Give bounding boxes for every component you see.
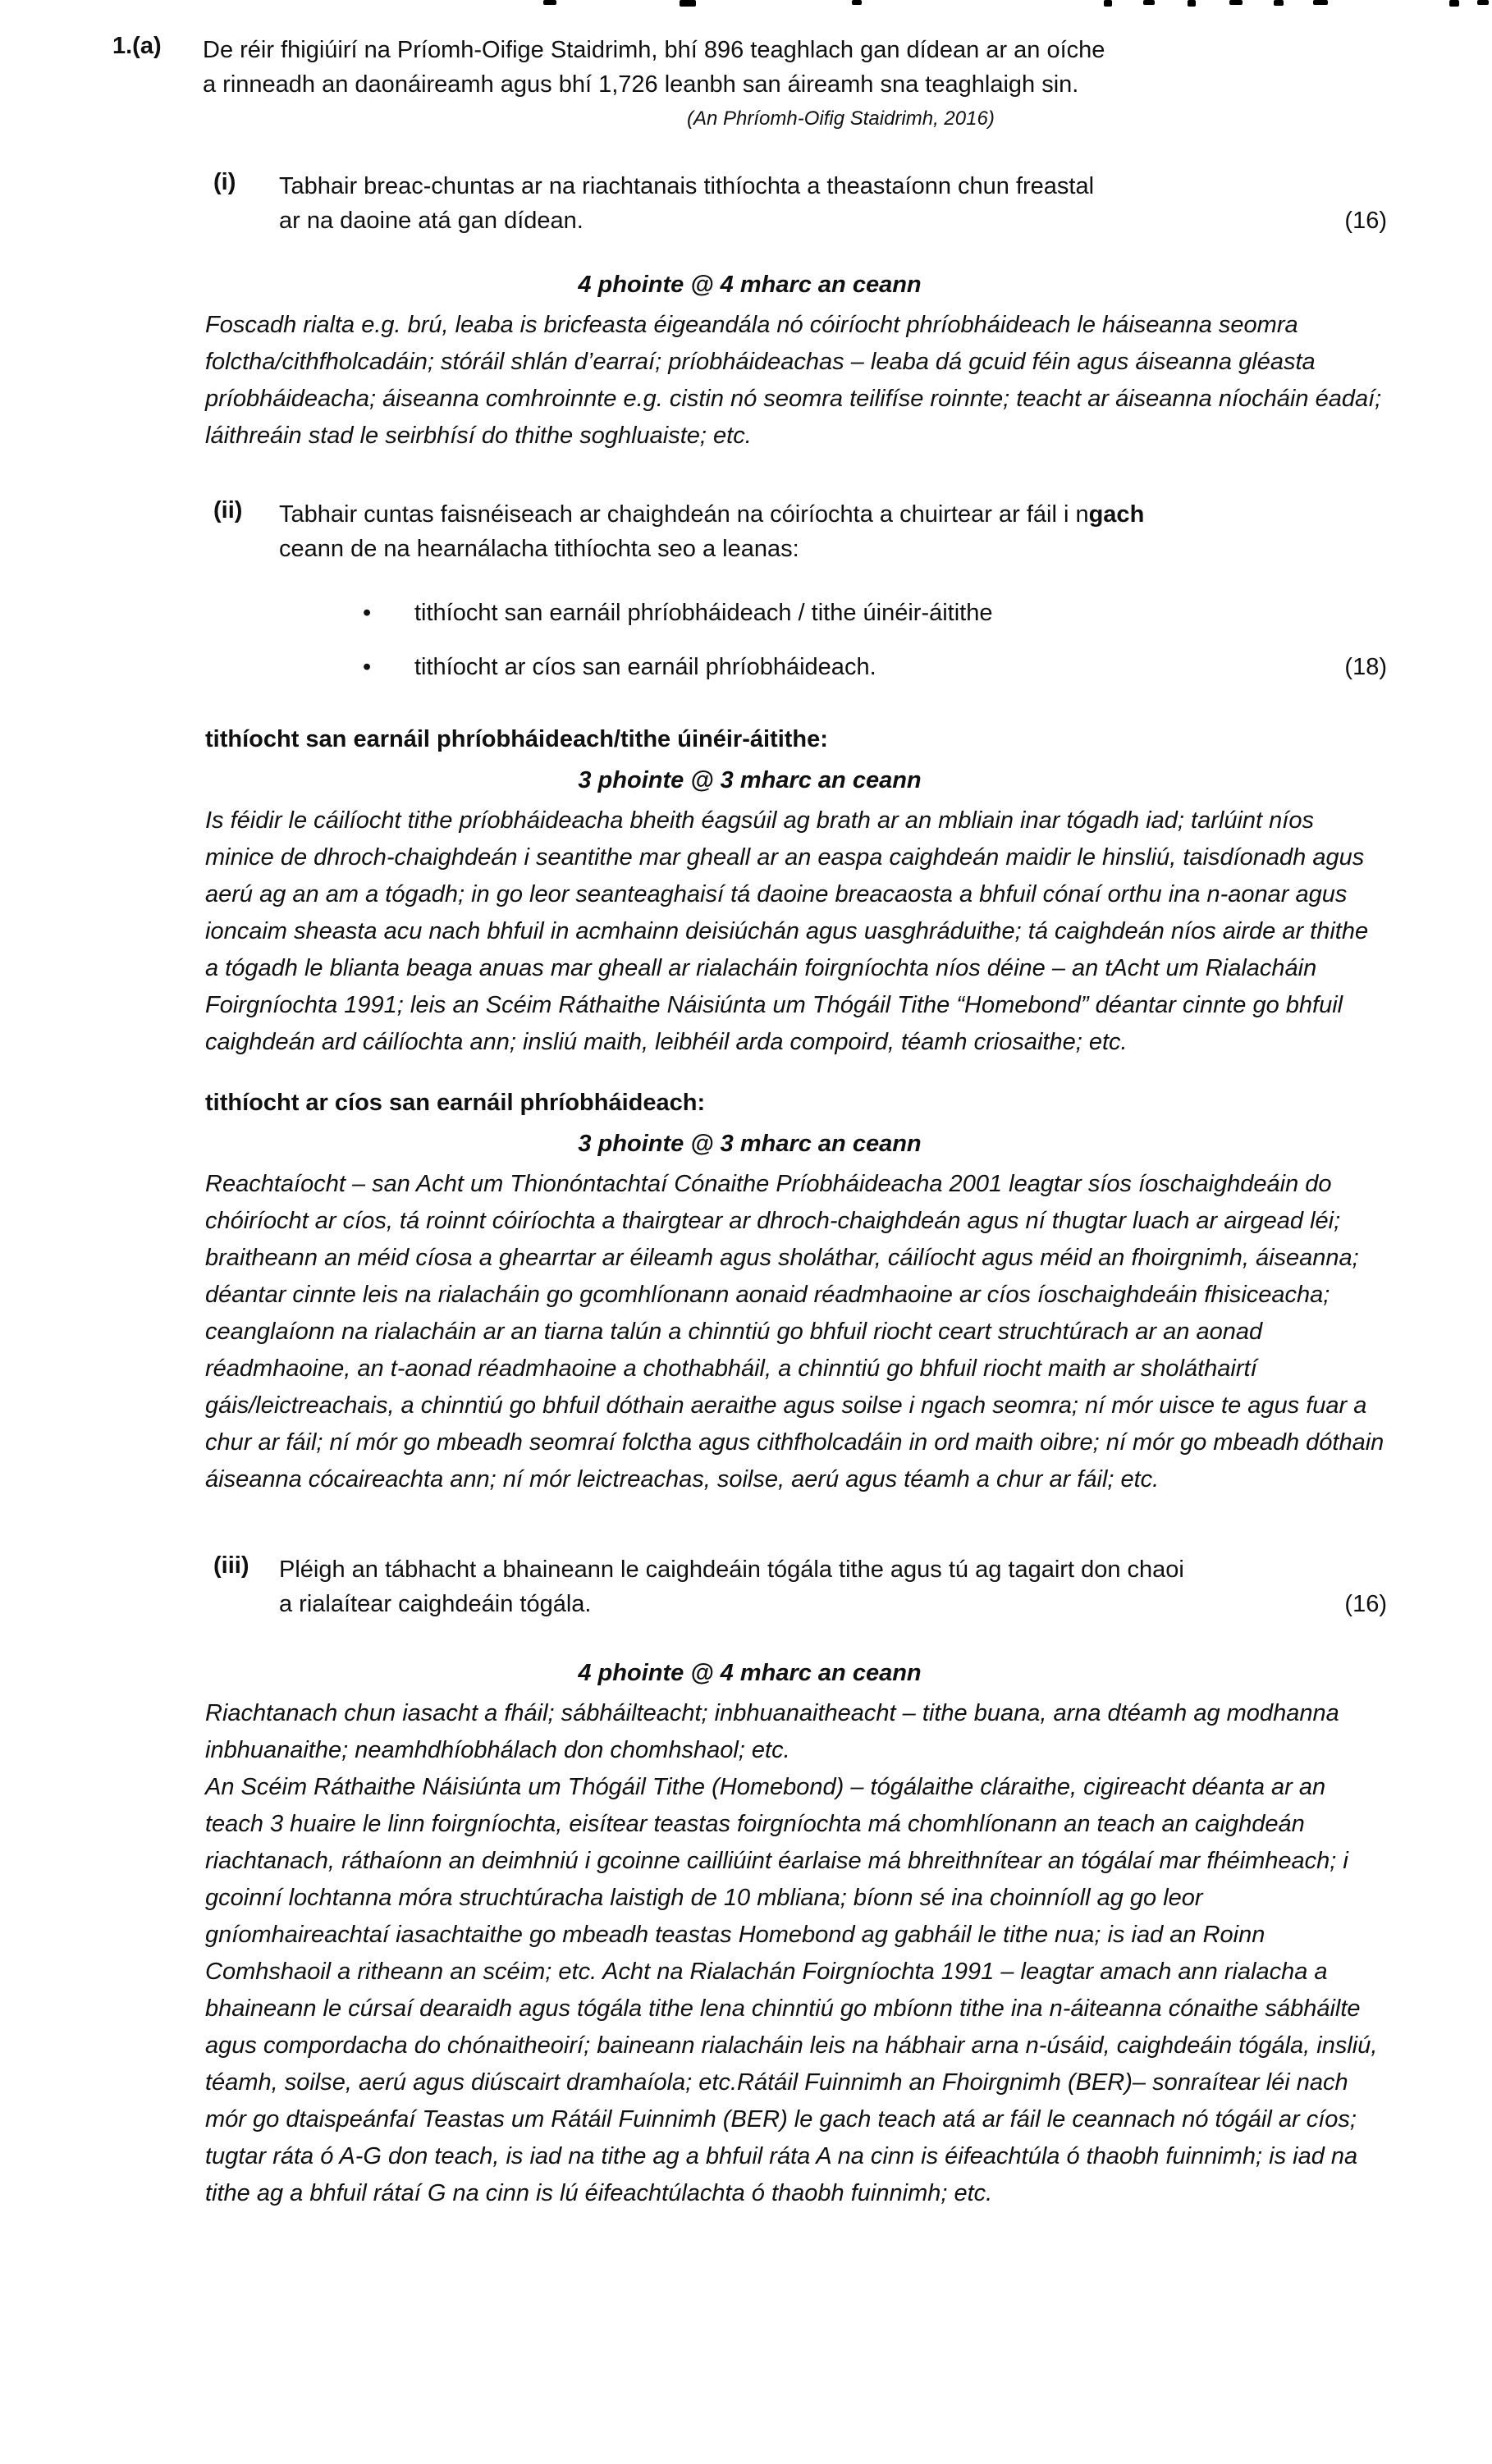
question-1a-stem — [112, 33, 1387, 102]
section-heading-private-rented: tithíocht ar cíos san earnáil phríobháideach: — [205, 1090, 706, 1116]
section-heading-private-owner: tithíocht san earnáil phríobháideach/tithe úinéir-áitithe: — [205, 726, 828, 752]
part-iii-answer-paragraph-2: An Scéim Ráthaithe Náisiúnta um Thógáil Tithe (Homebond) – tógálaithe cláraithe, cigireacht déanta ar an teach 3 huaire le linn foirgníochta, eisítear teastas foirgníochta má chomhlíonann an teach an caighdeán riachtanach, ráthaíonn an deimhniú i gcoinne cailliúint éarlaise má bhreithnítear an tógálaí mar fhéimheach; i gcoinní lochtanna móra struchtúracha laistigh de 10 mbliana; bíonn sé ina choinníoll ag go leor gníomhaireachtaí iasachtaithe go mbeadh teastas Homebond ag gabháil le tithe nua; is iad an Roinn Comhshaoil a ritheann an scéim; etc. Acht na Rialachán Foirgníochta 1991 – leagtar amach ann rialacha a bhaineann le cúrsaí dearaidh agus tógála tithe lena chinntiú go mbíonn tithe ina n-áiteanna cónaithe sábháilte agus compordacha do chónaitheoirí; baineann rialacháin leis na hábhair arna n-úsáid, caighdeáin tógála, insliú, téamh, soilse, aerú agus diúscairt dramhaíola; etc.Rátáil Fuinnimh an Fhoirgnimh (BER)– sonraítear léi nach mór go dtaispeánfaí Teastas um Rátáil Fuinnimh (BER) le gach teach atá ar fáil le ceannach nó tógáil ar cíos; tugtar ráta ó A-G don teach, is iad na tithe ag a bhfuil ráta A na cinn is éifeachtúla ó thaobh fuinnimh; is iad na tithe ag a bhfuil rátaí G na cinn is lú éifeachtúlachta ó thaobh fuinnimh; etc. — [205, 1774, 1378, 2206]
part-i-text — [279, 169, 1387, 238]
private-owner-scheme-heading: 3 phointe @ 3 mharc an ceann — [578, 767, 922, 793]
part-ii-text — [279, 497, 1387, 566]
part-ii-line-2: ceann de na hearnálacha tithíochta seo a leanas: — [279, 536, 799, 562]
part-iii-answer-paragraph-1: Riachtanach chun iasacht a fháil; sábháilteacht; inbhuanaitheacht – tithe buana, arna dtéamh ag modhanna inbhuanaithe; neamhdhíobhálach don chomhshaol; etc. — [205, 1700, 1339, 1763]
list-item — [363, 650, 1387, 684]
part-iii-line-2: a rialaítear caighdeáin tógála. — [279, 1591, 592, 1617]
private-owner-answer — [205, 802, 1387, 1061]
bullet-icon: • — [363, 600, 372, 626]
question-number-label: 1.(a) — [112, 33, 162, 59]
part-i-answer — [205, 307, 1387, 455]
part-i-line-2: ar na daoine atá gan dídean. — [279, 208, 584, 234]
part-i-scheme-heading: 4 phointe @ 4 mharc an ceann — [578, 272, 922, 298]
part-ii-question — [112, 497, 1387, 684]
bullet-text-private-rented: tithíocht ar cíos san earnáil phríobháideach. — [414, 654, 876, 680]
part-iii-question — [112, 1552, 1387, 1621]
private-rented-answer — [205, 1166, 1387, 1498]
bullet-text-private-owner: tithíocht san earnáil phríobháideach / tithe úinéir-áitithe — [414, 600, 993, 626]
part-ii-bold-word: gach — [1088, 501, 1145, 528]
part-iii-line-1: Pléigh an tábhacht a bhaineann le caighdeáin tógála tithe agus tú ag tagairt don chaoi — [279, 1557, 1184, 1583]
part-i-line-1: Tabhair breac-chuntas ar na riachtanais tithíochta a theastaíonn chun freastal — [279, 173, 1095, 199]
part-iii-label: (iii) — [213, 1552, 249, 1579]
part-ii-label: (ii) — [213, 497, 243, 523]
private-owner-answer-paragraph: Is féidir le cáilíocht tithe príobháideacha bheith éagsúil ag brath ar an mbliain inar tógadh iad; tarlúint níos minice de dhroch-chaighdeán i seantithe mar gheall ar an easpa caighdeán maidir le hinsliú, taisdíonadh agus aerú ag an am a tógadh; in go leor seanteaghaisí tá daoine breacaosta a bhfuil cónaí orthu ina n-aonar agus ioncaim sheasta acu nach bhfuil in acmhainn deisiúchán agus uasghráduithe; tá caighdeán níos airde ar thithe a tógadh le blianta beaga anuas mar gheall ar rialacháin foirgníochta níos déine – an tAcht um Rialacháin Foirgníochta 1991; leis an Scéim Ráthaithe Náisiúnta um Thógáil Tithe “Homebond” déantar cinnte go bhfuil caighdeán ard cáilíochta ann; insliú maith, leibhéil arda compoird, téamh criosaithe; etc. — [205, 807, 1369, 1055]
part-i-question — [112, 169, 1387, 238]
part-iii-scheme-heading: 4 phointe @ 4 mharc an ceann — [578, 1660, 922, 1686]
stem-line-1: De réir fhigiúirí na Príomh-Oifige Staidrimh, bhí 896 teaghlach gan dídean ar an oíche — [203, 37, 1105, 63]
part-i-answer-paragraph: Foscadh rialta e.g. brú, leaba is bricfeasta éigeandála nó cóiríocht phríobháideach le háiseanna seomra folctha/cithfholcadáin; stóráil shlán d’earraí; príobháideachas – leaba dá gcuid féin agus áiseanna gléasta príobháideacha; áiseanna comhroinnte e.g. cistin nó seomra teilifíse roinnte; teacht ar áiseanna níocháin éadaí; láithreáin stad le seirbhísí do thithe soghluaiste; etc. — [205, 312, 1382, 449]
bullet-icon: • — [363, 654, 372, 680]
private-rented-scheme-heading: 3 phointe @ 3 mharc an ceann — [578, 1131, 922, 1157]
stem-line-2: a rinneadh an daonáireamh agus bhí 1,726 leanbh san áireamh sna teaghlaigh sin. — [203, 71, 1079, 98]
part-iii-marks: (16) — [1344, 1591, 1387, 1617]
part-ii-bullet-list — [363, 596, 1387, 684]
private-rented-answer-paragraph: Reachtaíocht – san Acht um Thionóntachtaí Cónaithe Príobháideacha 2001 leagtar síos íoschaighdeáin do chóiríocht ar cíos, tá roinnt cóiríochta a thairgtear ar dhroch-chaighdeán agus ní thugtar luach ar airgead léi; braitheann an méid cíosa a ghearrtar ar éileamh agus sholáthar, cáilíocht agus méid an fhoirgnimh, áiseanna; déantar cinnte leis na rialacháin go gcomhlíonann aonaid réadmhaoine ar cíos íoschaighdeáin fhisiceacha; ceanglaíonn na rialacháin ar an tiarna talún a chinntiú go bhfuil riocht ceart struchtúrach ar an aonad réadmhaoine, an t-aonad réadmhaoine a chothabháil, a chinntiú go bhfuil riocht maith ar sholáthairtí gáis/leictreachais, a chinntiú go bhfuil dóthain aeraithe agus soilse i ngach seomra; ní mór uisce te agus fuar a chur ar fáil; ní mór go mbeadh seomraí folctha agus cithfholcadáin in ord maith oibre; ní mór go mbeadh dóthain áiseanna cócaireachta ann; ní mór leictreachas, soilse, aerú agus téamh a chur ar fáil; etc. — [205, 1171, 1384, 1493]
source-citation: (An Phríomh-Oifig Staidrimh, 2016) — [687, 107, 995, 130]
part-ii-marks: (18) — [1344, 654, 1387, 680]
part-i-marks: (16) — [1344, 208, 1387, 234]
list-item — [363, 596, 1387, 630]
question-stem-text — [203, 33, 1105, 102]
part-iii-text — [279, 1552, 1387, 1621]
part-iii-answer — [205, 1695, 1387, 2212]
part-ii-line-1: Tabhair cuntas faisnéiseach ar chaighdeán na cóiríochta a chuirtear ar fáil i ngach — [279, 501, 1145, 528]
part-i-label: (i) — [213, 169, 236, 195]
